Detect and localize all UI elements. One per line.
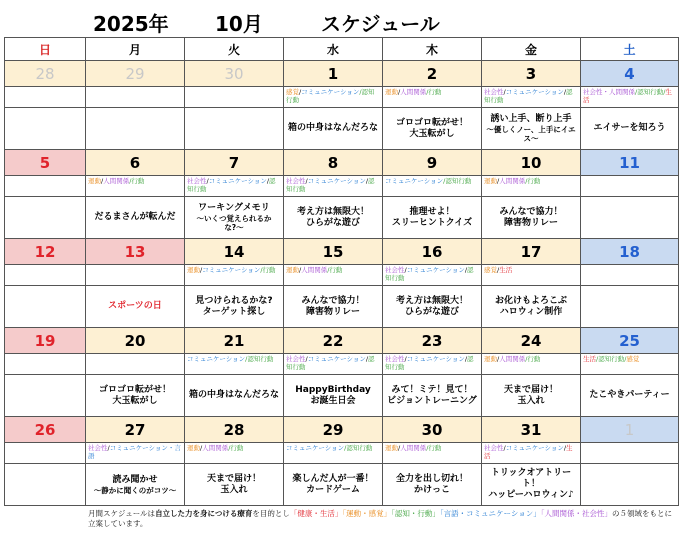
activity-cell bbox=[284, 108, 383, 150]
category-tags bbox=[383, 443, 482, 464]
category-tag: 運動 bbox=[88, 177, 101, 185]
category-tag: 運動 bbox=[385, 88, 398, 96]
category-tags bbox=[482, 176, 581, 197]
category-row bbox=[5, 87, 679, 108]
category-tags bbox=[581, 443, 679, 464]
category-tags bbox=[284, 87, 383, 108]
weekday-thursday: 木 bbox=[383, 38, 482, 61]
date-row bbox=[5, 417, 679, 443]
category-tags bbox=[86, 87, 185, 108]
category-tag: 社会性・人間関係 bbox=[583, 88, 635, 96]
category-tag: コミュニケーション bbox=[505, 444, 564, 452]
category-tag: コミュニケーション bbox=[406, 355, 465, 363]
activity-title: エイサーを知ろう bbox=[593, 123, 666, 133]
activity-cell bbox=[581, 375, 679, 417]
date-number: 25 bbox=[581, 328, 679, 354]
category-tag: 認知行動 bbox=[385, 266, 474, 282]
category-tag: 生活 bbox=[499, 266, 513, 274]
category-tags bbox=[383, 176, 482, 197]
date-number: 18 bbox=[581, 239, 679, 265]
calendar-body bbox=[5, 61, 679, 506]
category-tag: コミュニケーション bbox=[208, 177, 267, 185]
category-tag: / bbox=[503, 444, 506, 452]
footer-text-emphasis: 自立した力を身につける療育 bbox=[155, 509, 253, 518]
activity-title: 誘い上手、断り上手 bbox=[490, 114, 572, 124]
category-tag: / bbox=[299, 88, 302, 96]
activity-cell bbox=[482, 108, 581, 150]
date-number: 3 bbox=[482, 61, 581, 87]
category-tag: 生活 bbox=[583, 88, 672, 104]
activity-title: カードゲーム bbox=[306, 484, 360, 495]
category-tag: / bbox=[464, 266, 468, 274]
category-tag: 社会性 bbox=[484, 88, 504, 96]
activity-title: ハロウィン制作 bbox=[499, 306, 563, 317]
footer-domain-language: 「言語・コミュニケーション」 bbox=[439, 509, 541, 518]
activity-title: ひらがな遊び bbox=[305, 217, 360, 228]
date-number: 15 bbox=[284, 239, 383, 265]
category-tag: コミュニケーション bbox=[286, 444, 345, 452]
activity-row bbox=[5, 286, 679, 328]
category-tag: 社会性 bbox=[385, 266, 405, 274]
category-tags bbox=[284, 443, 383, 464]
activity-cell bbox=[482, 286, 581, 328]
category-row bbox=[5, 354, 679, 375]
category-tag: /行動 bbox=[260, 266, 276, 274]
category-tags bbox=[185, 265, 284, 286]
category-tag: 認知行動 bbox=[286, 355, 375, 371]
activity-title: 天まで届け！ bbox=[206, 473, 261, 484]
category-tag: コミュニケーション bbox=[202, 266, 261, 274]
activity-title: だるまさんが転んだ bbox=[94, 212, 176, 222]
category-tag: / bbox=[200, 444, 203, 452]
category-tag: コミュニケーション bbox=[385, 177, 444, 185]
category-tags bbox=[482, 87, 581, 108]
category-tag: / bbox=[563, 444, 567, 452]
activity-title: ゴロゴロ転がせ！ bbox=[395, 117, 468, 128]
date-number: 31 bbox=[482, 417, 581, 443]
category-tags bbox=[383, 87, 482, 108]
activity-cell bbox=[86, 108, 185, 150]
activity-title: 障害物リレー bbox=[305, 306, 360, 317]
activity-cell bbox=[5, 197, 86, 239]
date-number: 11 bbox=[581, 150, 679, 176]
date-row bbox=[5, 150, 679, 176]
activity-cell bbox=[482, 375, 581, 417]
date-number: 24 bbox=[482, 328, 581, 354]
date-number: 12 bbox=[5, 239, 86, 265]
activity-cell bbox=[5, 108, 86, 150]
date-number: 28 bbox=[5, 61, 86, 87]
footer-domain-cognitive: 「認知・行動」 bbox=[391, 509, 440, 518]
category-tag: / bbox=[404, 266, 407, 274]
activity-title: 考え方は無限大！ bbox=[395, 295, 468, 306]
activity-cell bbox=[284, 375, 383, 417]
category-tag: 感覚 bbox=[286, 88, 299, 96]
activity-cell bbox=[581, 464, 679, 506]
activity-cell bbox=[581, 197, 679, 239]
category-tags bbox=[482, 265, 581, 286]
calendar-table bbox=[4, 37, 679, 506]
date-number: 16 bbox=[383, 239, 482, 265]
footer-text-2: を目的とし bbox=[252, 509, 290, 518]
category-tags bbox=[581, 176, 679, 197]
date-number: 1 bbox=[284, 61, 383, 87]
date-number: 23 bbox=[383, 328, 482, 354]
category-tag: コミュニケーション bbox=[187, 355, 246, 363]
footer-domain-health: 「健康・生活」 bbox=[289, 509, 343, 518]
date-number: 28 bbox=[185, 417, 284, 443]
activity-title: 楽しんだ人が一番！ bbox=[292, 473, 374, 484]
category-tag: 運動 bbox=[286, 266, 299, 274]
category-tag: /認知行動 bbox=[245, 355, 274, 363]
activity-cell bbox=[5, 464, 86, 506]
category-tag: / bbox=[206, 177, 209, 185]
activity-title: スポーツの日 bbox=[108, 301, 162, 311]
weekday-wednesday: 水 bbox=[284, 38, 383, 61]
date-number: 2 bbox=[383, 61, 482, 87]
category-tags bbox=[482, 443, 581, 464]
category-tag: 運動 bbox=[484, 355, 497, 363]
activity-cell bbox=[86, 375, 185, 417]
activity-cell bbox=[482, 197, 581, 239]
activity-title: ハッピーハロウィン♪ bbox=[488, 490, 574, 500]
date-number: 9 bbox=[383, 150, 482, 176]
activity-row bbox=[5, 108, 679, 150]
footer-text-3: の５領域をもとに立案しています。 bbox=[88, 509, 672, 528]
activity-title: 大玉転がし bbox=[112, 395, 158, 406]
title-schedule: スケジュール bbox=[321, 12, 440, 36]
activity-title: ビジョントレーニング bbox=[387, 395, 477, 406]
activity-title: お誕生日会 bbox=[310, 395, 356, 406]
category-tag: /認知行動 bbox=[344, 444, 373, 452]
weekday-monday: 月 bbox=[86, 38, 185, 61]
category-tag: / bbox=[107, 444, 110, 452]
category-tags bbox=[185, 443, 284, 464]
activity-cell bbox=[383, 108, 482, 150]
activity-row bbox=[5, 375, 679, 417]
date-number: 30 bbox=[383, 417, 482, 443]
category-tags bbox=[5, 265, 86, 286]
date-number: 26 bbox=[5, 417, 86, 443]
activity-title: ひらがな遊び bbox=[404, 306, 459, 317]
activity-title: 天まで届け！ bbox=[503, 384, 558, 395]
category-tag: 生活 bbox=[583, 355, 596, 363]
activity-title: ワーキングメモリ bbox=[198, 203, 270, 213]
footer-domain-motor: 「運動・感覚」 bbox=[342, 509, 392, 518]
category-tags bbox=[5, 354, 86, 375]
activity-title: 玉入れ bbox=[220, 484, 248, 495]
category-tags bbox=[482, 354, 581, 375]
activity-cell bbox=[383, 375, 482, 417]
activity-cell bbox=[383, 197, 482, 239]
date-number: 20 bbox=[86, 328, 185, 354]
activity-cell bbox=[383, 286, 482, 328]
date-number: 21 bbox=[185, 328, 284, 354]
category-tag: 人間関係 bbox=[499, 177, 526, 185]
category-tag: 認知行動 bbox=[187, 177, 276, 193]
category-tag: / bbox=[497, 266, 500, 274]
activity-title: 読み聞かせ bbox=[112, 474, 158, 485]
activity-title: みんなで協力！ bbox=[301, 295, 365, 306]
footer-text-1: 月間スケジュールは bbox=[88, 509, 156, 518]
category-tag: / bbox=[398, 444, 401, 452]
category-tag: 人間関係 bbox=[301, 266, 328, 274]
category-tag: /行動 bbox=[129, 177, 145, 185]
category-row bbox=[5, 265, 679, 286]
activity-title: 〜優しくノー、上手にイエス〜 bbox=[486, 125, 576, 143]
weekday-saturday: 土 bbox=[581, 38, 679, 61]
date-number: 17 bbox=[482, 239, 581, 265]
date-number: 7 bbox=[185, 150, 284, 176]
activity-title: 〜静かに聞くのがコツ〜 bbox=[93, 485, 177, 495]
category-tag: / bbox=[266, 177, 270, 185]
category-tag: 社会性 bbox=[88, 444, 108, 452]
category-tags bbox=[284, 354, 383, 375]
category-tag: / bbox=[365, 177, 369, 185]
activity-title: 見つけられるかな? bbox=[195, 295, 273, 306]
weekday-tuesday: 火 bbox=[185, 38, 284, 61]
activity-title: 箱の中身はなんだろな bbox=[287, 123, 378, 133]
activity-cell bbox=[86, 197, 185, 239]
category-tags bbox=[185, 354, 284, 375]
date-row bbox=[5, 239, 679, 265]
category-tag: / bbox=[503, 88, 506, 96]
activity-title: ターゲット探し bbox=[202, 306, 266, 317]
activity-cell bbox=[5, 375, 86, 417]
activity-cell bbox=[383, 464, 482, 506]
activity-title: 全力を出し切れ！ bbox=[395, 473, 468, 484]
category-tag: / bbox=[101, 177, 104, 185]
category-tag: 人間関係 bbox=[499, 355, 526, 363]
activity-cell bbox=[86, 464, 185, 506]
category-tag: /認知行動 bbox=[286, 88, 375, 104]
date-row bbox=[5, 61, 679, 87]
category-tag: コミュニケーション・言語 bbox=[88, 444, 181, 460]
category-tag: 運動 bbox=[187, 266, 200, 274]
category-tag: コミュニケーション bbox=[505, 88, 564, 96]
activity-title: 箱の中身はなんだろな bbox=[188, 390, 279, 400]
activity-title: 大玉転がし bbox=[409, 128, 455, 139]
category-tag: / bbox=[305, 355, 308, 363]
category-tag: 運動 bbox=[187, 444, 200, 452]
activity-title: 玉入れ bbox=[517, 395, 545, 406]
date-number: 6 bbox=[86, 150, 185, 176]
category-tag: 社会性 bbox=[385, 355, 405, 363]
activity-title: みて！ミテ！見て！ bbox=[391, 384, 473, 395]
date-number: 27 bbox=[86, 417, 185, 443]
activity-cell bbox=[581, 108, 679, 150]
category-tags bbox=[5, 87, 86, 108]
category-tag: /認知行動 bbox=[443, 177, 472, 185]
category-tag: /認知行動/ bbox=[596, 355, 627, 363]
category-tags bbox=[581, 354, 679, 375]
activity-title: 障害物リレー bbox=[503, 217, 558, 228]
activity-title: みんなで協力！ bbox=[499, 206, 563, 217]
category-tag: /行動 bbox=[228, 444, 244, 452]
date-number: 1 bbox=[581, 417, 679, 443]
category-tag: 人間関係 bbox=[400, 88, 427, 96]
activity-cell bbox=[581, 286, 679, 328]
category-tag: 人間関係 bbox=[103, 177, 130, 185]
activity-cell bbox=[185, 286, 284, 328]
category-tag: 感覚 bbox=[626, 355, 640, 363]
category-tag: 運動 bbox=[484, 177, 497, 185]
date-number: 4 bbox=[581, 61, 679, 87]
category-tag: 社会性 bbox=[187, 177, 207, 185]
category-tag: /行動 bbox=[426, 444, 442, 452]
category-tag: /行動 bbox=[525, 177, 541, 185]
category-tag: / bbox=[200, 266, 203, 274]
category-tag: 認知行動 bbox=[385, 355, 474, 371]
activity-cell bbox=[185, 108, 284, 150]
activity-cell bbox=[284, 197, 383, 239]
activity-cell bbox=[185, 375, 284, 417]
category-tags bbox=[383, 265, 482, 286]
category-tag: / bbox=[398, 88, 401, 96]
category-tag: 認知行動 bbox=[286, 177, 375, 193]
category-tag: 認知行動 bbox=[484, 88, 573, 104]
category-tags bbox=[185, 87, 284, 108]
title-year: 2025年 bbox=[93, 12, 169, 36]
category-tag: 感覚 bbox=[484, 266, 497, 274]
date-number: 30 bbox=[185, 61, 284, 87]
weekday-header-row bbox=[5, 38, 679, 61]
activity-title: スリーヒントクイズ bbox=[391, 217, 473, 228]
category-tag: 運動 bbox=[385, 444, 398, 452]
footer-note bbox=[88, 509, 678, 529]
date-number: 8 bbox=[284, 150, 383, 176]
activity-title: 推理せよ！ bbox=[409, 206, 455, 217]
activity-row bbox=[5, 197, 679, 239]
category-tags bbox=[383, 354, 482, 375]
category-tags bbox=[86, 176, 185, 197]
category-tag: 社会性 bbox=[484, 444, 504, 452]
activity-cell bbox=[284, 464, 383, 506]
activity-title: ゴロゴロ転がせ！ bbox=[98, 384, 171, 395]
weekday-friday: 金 bbox=[482, 38, 581, 61]
category-row bbox=[5, 443, 679, 464]
category-tags bbox=[581, 265, 679, 286]
activity-row bbox=[5, 464, 679, 506]
date-row bbox=[5, 328, 679, 354]
category-tags bbox=[86, 354, 185, 375]
weekday-sunday: 日 bbox=[5, 38, 86, 61]
category-tag: / bbox=[464, 355, 468, 363]
category-tags bbox=[185, 176, 284, 197]
date-number: 5 bbox=[5, 150, 86, 176]
activity-title: お化けもよろこぶ bbox=[494, 295, 567, 306]
category-tag: /行動 bbox=[327, 266, 343, 274]
activity-cell bbox=[284, 286, 383, 328]
date-number: 19 bbox=[5, 328, 86, 354]
date-number: 22 bbox=[284, 328, 383, 354]
activity-cell bbox=[185, 197, 284, 239]
category-tag: / bbox=[497, 355, 500, 363]
category-tags bbox=[581, 87, 679, 108]
category-tag: / bbox=[365, 355, 369, 363]
category-tag: / bbox=[563, 88, 567, 96]
category-tag: / bbox=[305, 177, 308, 185]
activity-title: かけっこ bbox=[413, 484, 450, 495]
category-tags bbox=[5, 176, 86, 197]
category-tags bbox=[284, 176, 383, 197]
category-tag: /行動 bbox=[426, 88, 442, 96]
category-tags bbox=[86, 443, 185, 464]
category-tag: 人間関係 bbox=[400, 444, 427, 452]
title-month: 10月 bbox=[215, 12, 263, 36]
category-tag: コミュニケーション bbox=[301, 88, 360, 96]
category-tag: コミュニケーション bbox=[307, 355, 366, 363]
category-tag: / bbox=[404, 355, 407, 363]
footer-domain-social: 「人間関係・社会性」 bbox=[540, 509, 612, 518]
date-number: 29 bbox=[86, 61, 185, 87]
date-number: 14 bbox=[185, 239, 284, 265]
category-tag: /行動 bbox=[525, 355, 541, 363]
category-tags bbox=[86, 265, 185, 286]
activity-title: 考え方は無限大！ bbox=[296, 206, 369, 217]
category-tags bbox=[5, 443, 86, 464]
category-tag: 社会性 bbox=[286, 177, 306, 185]
activity-cell bbox=[482, 464, 581, 506]
category-tag: 社会性 bbox=[286, 355, 306, 363]
category-tag: コミュニケーション bbox=[406, 266, 465, 274]
category-tag: コミュニケーション bbox=[307, 177, 366, 185]
activity-cell bbox=[86, 286, 185, 328]
activity-title: たこやきパーティー bbox=[589, 390, 670, 400]
page-title bbox=[0, 6, 682, 36]
category-tag: / bbox=[299, 266, 302, 274]
activity-cell bbox=[5, 286, 86, 328]
category-tag: 人間関係 bbox=[202, 444, 229, 452]
category-tag: /認知行動/ bbox=[635, 88, 666, 96]
activity-cell bbox=[185, 464, 284, 506]
date-number: 13 bbox=[86, 239, 185, 265]
date-number: 10 bbox=[482, 150, 581, 176]
category-tag: 生活 bbox=[484, 444, 573, 460]
date-number: 29 bbox=[284, 417, 383, 443]
category-tags bbox=[284, 265, 383, 286]
category-row bbox=[5, 176, 679, 197]
activity-title: HappyBirthday bbox=[295, 384, 371, 395]
activity-title: 〜いくつ覚えられるかな?〜 bbox=[196, 214, 272, 232]
activity-title: トリックオアトリート！ bbox=[490, 468, 572, 489]
category-tag: / bbox=[497, 177, 500, 185]
